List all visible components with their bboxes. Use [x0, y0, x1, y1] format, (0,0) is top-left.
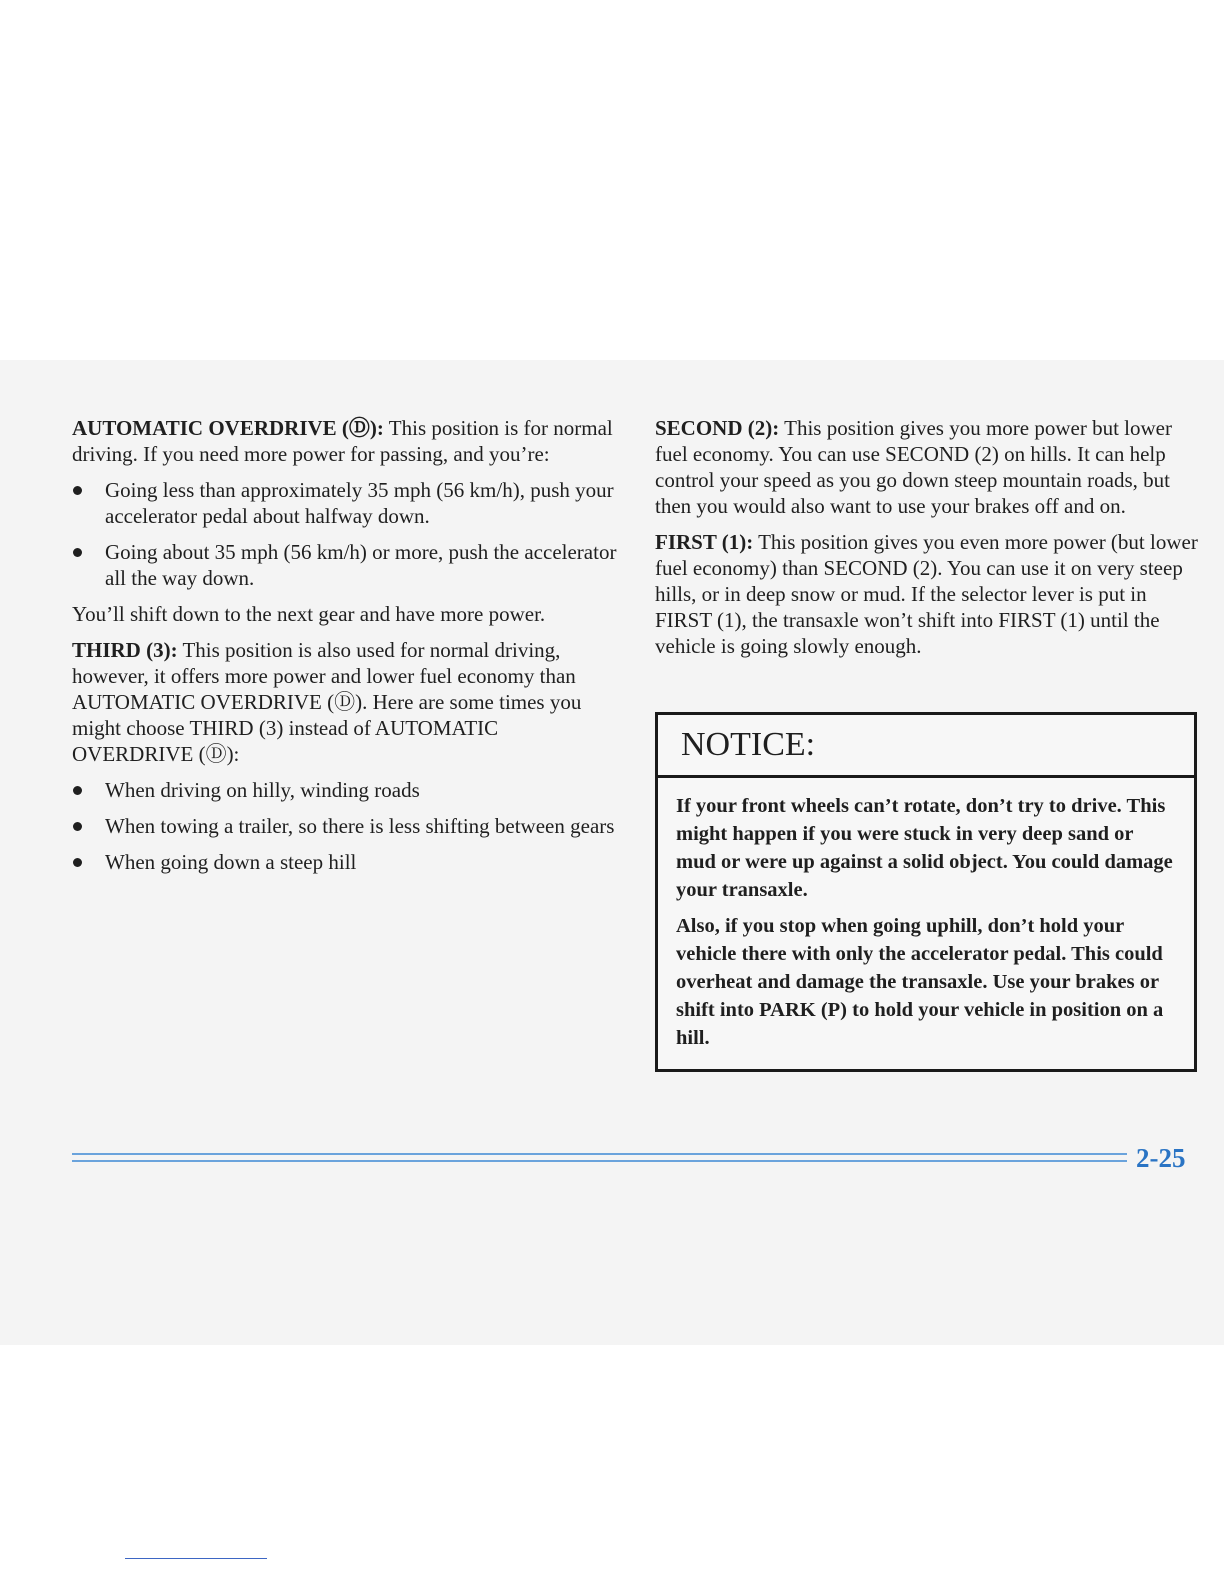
third-bullet-list — [72, 777, 617, 875]
page-number: 2-25 — [1136, 1143, 1186, 1173]
first-paragraph — [655, 529, 1200, 659]
overdrive-paragraph — [72, 415, 617, 467]
bullet-icon — [73, 486, 82, 495]
first-text: This position gives you even more power (but lower fuel economy) than SECOND (2). You can use it on very steep hills, or in deep snow or mud. If the selector lever is put in FIRST (1), the transaxle won’t shift into FIRST (1) until the vehicle is going slowly enough. — [655, 530, 1198, 658]
list-item — [72, 539, 617, 591]
footer-rule-upper — [72, 1153, 1127, 1155]
list-item — [72, 477, 617, 529]
first-heading: FIRST (1): — [655, 530, 754, 554]
shift-note: You’ll shift down to the next gear and have more power. — [72, 602, 546, 626]
list-item-text: When driving on hilly, winding roads — [105, 778, 420, 802]
bullet-icon — [73, 822, 82, 831]
second-heading: SECOND (2): — [655, 416, 780, 440]
bullet-icon — [73, 548, 82, 557]
overdrive-bullet-list — [72, 477, 617, 591]
notice-box — [655, 712, 1197, 1072]
list-item-text: When towing a trailer, so there is less shifting between gears — [105, 814, 615, 838]
bullet-icon — [73, 858, 82, 867]
list-item — [72, 849, 617, 875]
third-heading: THIRD (3): — [72, 638, 178, 662]
second-text: This position gives you more power but lower fuel economy. You can use SECOND (2) on hills. It can help control your speed as you go down steep mountain roads, but then you would also want to use your brakes off and on. — [655, 416, 1172, 518]
right-column — [655, 415, 1200, 669]
list-item — [72, 777, 617, 803]
bottom-divider — [125, 1558, 267, 1559]
second-paragraph — [655, 415, 1200, 519]
list-item-text: Going less than approximately 35 mph (56 km/h), push your accelerator pedal about halfway down. — [105, 478, 614, 528]
third-text: This position is also used for normal driving, however, it offers more power and lower fuel economy than AUTOMATIC OVERDRIVE (Ⓓ). Here are some times you might choose THIRD (3) instead of AUTOMATIC OVERDRIVE (Ⓓ): — [72, 638, 582, 766]
notice-paragraph: Also, if you stop when going uphill, don’t hold your vehicle there with only the accelerator pedal. This could overheat and damage the transaxle. Use your brakes or shift into PARK (P) to hold your vehicle in position on a hill. — [676, 915, 1164, 1049]
notice-paragraph: If your front wheels can’t rotate, don’t try to drive. This might happen if you were stuck in very deep sand or mud or were up against a solid object. You could damage your transaxle. — [676, 795, 1173, 901]
list-item-text: When going down a steep hill — [105, 850, 357, 874]
list-item-text: Going about 35 mph (56 km/h) or more, push the accelerator all the way down. — [105, 540, 617, 590]
list-item — [72, 813, 617, 839]
third-paragraph — [72, 637, 617, 767]
notice-title: NOTICE: — [658, 715, 1194, 778]
overdrive-heading: AUTOMATIC OVERDRIVE (Ⓓ): — [72, 416, 384, 440]
overdrive-text: This position is for normal driving. If you need more power for passing, and you’re: — [72, 416, 613, 466]
left-column — [72, 415, 617, 885]
bullet-icon — [73, 786, 82, 795]
footer-rule-lower — [72, 1160, 1127, 1162]
notice-body — [658, 778, 1194, 1052]
